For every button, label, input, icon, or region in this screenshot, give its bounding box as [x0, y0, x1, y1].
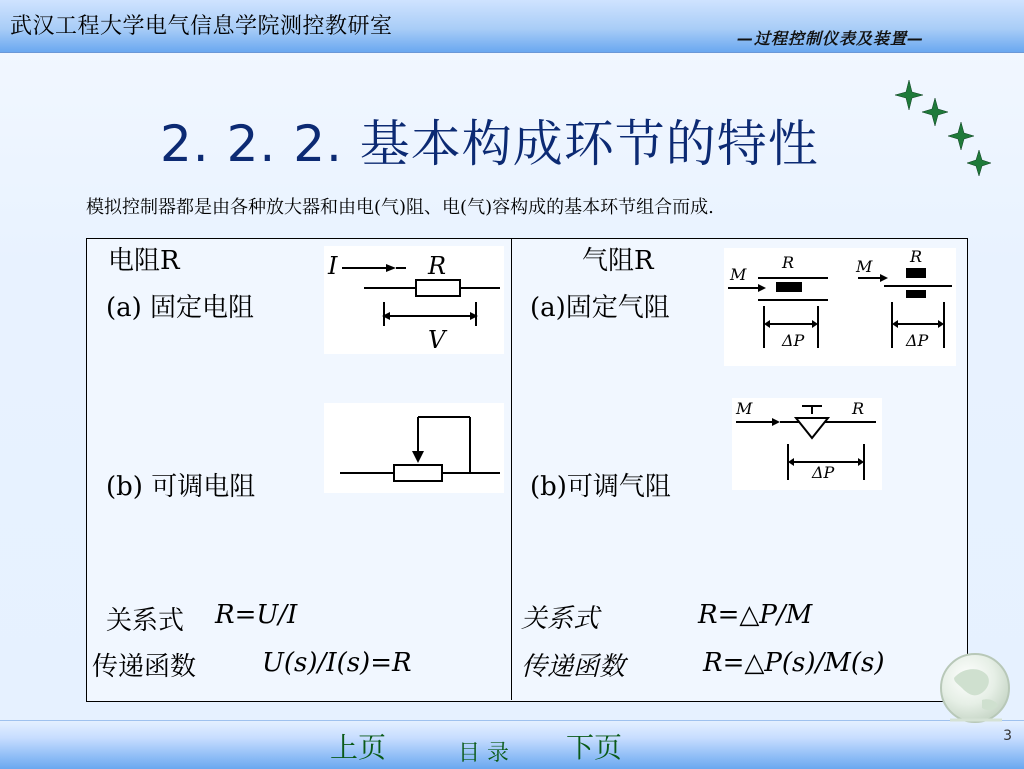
table-column-divider	[511, 238, 512, 700]
left-transfer-expr: U(s)/I(s)=R	[262, 648, 412, 678]
prev-page-button[interactable]: 上页	[330, 731, 387, 764]
slide-subtitle: 模拟控制器都是由各种放大器和由电(气)阻、电(气)容构成的基本环节组合而成.	[86, 197, 714, 218]
slide-title: 2. 2. 2. 基本构成环节的特性	[160, 115, 819, 173]
right-transfer-expr: R=△P(s)/M(s)	[703, 648, 885, 678]
header-bar	[0, 0, 1024, 53]
resistance-label: R	[428, 252, 447, 280]
left-transfer-label: 传递函数	[92, 652, 197, 682]
left-heading: 电阻R	[108, 246, 180, 276]
next-page-button[interactable]: 下页	[566, 731, 623, 764]
globe-icon	[932, 648, 1018, 734]
mass-flow-label-2: M	[856, 257, 873, 276]
fixed-gas-resistor-diagram	[724, 248, 956, 366]
resistance-label-2: R	[910, 248, 923, 266]
voltage-label: V	[428, 326, 446, 354]
pressure-label-3: ΔP	[812, 463, 835, 482]
right-b-label: (b)可调气阻	[530, 472, 671, 502]
left-b-label: (b) 可调电阻	[106, 472, 256, 502]
variable-resistor-diagram	[324, 403, 504, 493]
page-number: 3	[1003, 728, 1012, 744]
right-relation-label: 关系式	[521, 604, 600, 634]
resistance-label-3: R	[852, 399, 865, 418]
department-title: 武汉工程大学电气信息学院测控教研室	[10, 14, 393, 39]
right-relation-expr: R=△P/M	[698, 600, 813, 630]
mass-flow-label-3: M	[736, 399, 753, 418]
left-relation-label: 关系式	[106, 606, 185, 636]
pressure-label-1: ΔP	[782, 331, 805, 350]
right-heading: 气阻R	[582, 246, 654, 276]
left-a-label: (a) 固定电阻	[106, 293, 255, 323]
resistance-label-1: R	[782, 253, 795, 272]
footer-bar	[0, 720, 1024, 769]
left-relation-expr: R=U/I	[215, 600, 298, 630]
current-label: I	[328, 252, 338, 280]
pressure-label-2: ΔP	[906, 331, 929, 350]
variable-gas-resistor-diagram	[732, 398, 882, 490]
sparkle-stars-icon	[885, 70, 1005, 180]
course-title: —过程控制仪表及装置—	[736, 29, 924, 48]
toc-button[interactable]: 目 录	[458, 741, 509, 766]
mass-flow-label-1: M	[730, 265, 747, 284]
right-transfer-label: 传递函数	[521, 652, 626, 682]
fixed-resistor-diagram	[324, 246, 504, 354]
right-a-label: (a)固定气阻	[530, 293, 670, 323]
